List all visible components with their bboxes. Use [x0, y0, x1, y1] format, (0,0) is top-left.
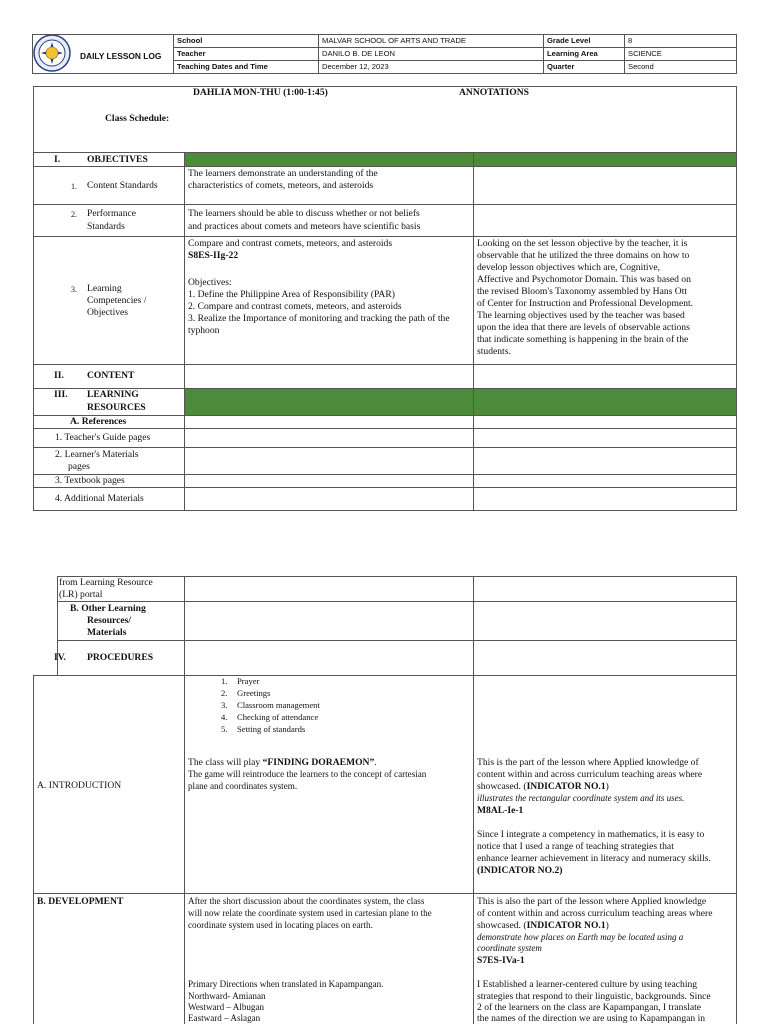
routine-num: 1.	[221, 676, 228, 686]
other-resources-label-1: B. Other Learning	[70, 603, 146, 614]
routine-num: 5.	[221, 724, 228, 734]
development-text-2: will now relate the coordinate system used in cartesian plane to the	[188, 908, 432, 918]
game-prefix: The class will play	[188, 757, 263, 768]
learners-materials-label-2: pages	[68, 461, 90, 472]
performance-standards-label-2: Standards	[87, 221, 125, 232]
game-suffix: .	[374, 757, 377, 768]
objective-item-3-cont: typhoon	[188, 325, 220, 336]
learning-area-value: SCIENCE	[628, 49, 662, 58]
performance-standards-label-1: Performance	[87, 208, 137, 219]
school-label: School	[177, 36, 203, 45]
performance-standards-num: 2.	[71, 210, 77, 219]
intro-label: A. INTRODUCTION	[37, 780, 122, 791]
intro-indicator-2	[477, 865, 562, 876]
dev-annotation-7: the names of the direction we are using to Kapampangan in	[477, 1013, 706, 1024]
annotation-line: upon the idea that there are levels of observable actions	[477, 322, 690, 333]
routine-num: 4.	[221, 712, 228, 722]
directions-title: Primary Directions when translated in Kapampangan.	[188, 979, 384, 989]
game-line	[188, 757, 377, 768]
annotation-line: students.	[477, 346, 511, 357]
learners-materials-label-1: 2. Learner's Materials	[55, 449, 139, 460]
dates-label: Teaching Dates and Time	[177, 62, 268, 71]
intro-annotation-2: content within and across curriculum teaching areas where	[477, 769, 703, 780]
intro-annotation-6: enhance learner achievement in literacy and numeracy skills.	[477, 853, 711, 864]
quarter-label: Quarter	[547, 62, 575, 71]
teacher-label: Teacher	[177, 49, 206, 58]
annotation-line: that indicate something is happening in the brain of the	[477, 334, 689, 345]
objectives-label: Objectives:	[188, 277, 232, 288]
text-run: )	[605, 781, 609, 792]
development-text-1: After the short discussion about the coordinates system, the class	[188, 896, 425, 906]
dev-annotation-6: 2 of the learners on the class are Kapampangan, I translate	[477, 1002, 702, 1013]
annotation-line: Affective and Psychomotor Domain. This was based on	[477, 274, 691, 285]
objective-item-2: 2. Compare and contrast comets, meteors, and asteroids	[188, 301, 402, 312]
section-schedule: DAHLIA MON-THU (1:00-1:45)	[193, 87, 328, 98]
direction-north: Northward- Amianan	[188, 991, 266, 1001]
class-schedule-label: Class Schedule:	[105, 113, 170, 124]
content-standards-num: 1.	[71, 182, 77, 191]
routine-item: Checking of attendance	[237, 712, 319, 722]
resources-heading-2: RESOURCES	[87, 402, 146, 413]
routine-item: Prayer	[237, 676, 260, 686]
dev-annotation-1: This is also the part of the lesson where Applied knowledge	[477, 896, 707, 907]
learning-area-label: Learning Area	[547, 49, 598, 58]
annotation-line: develop lesson objectives which are, Cognitive,	[477, 262, 661, 273]
competencies-label-1: Learning	[87, 283, 122, 294]
objective-item-1: 1. Define the Philippine Area of Responsibility (PAR)	[188, 289, 395, 300]
grade-level-label: Grade Level	[547, 36, 591, 45]
quarter-value: Second	[628, 62, 654, 71]
dev-annotation-5: strategies that respond to their linguistic, backgrounds. Since	[477, 991, 711, 1002]
objectives-heading: OBJECTIVES	[87, 154, 148, 165]
resources-numeral: III.	[54, 389, 68, 400]
indicator-1: INDICATOR NO.1	[526, 781, 606, 792]
competencies-num: 3.	[71, 285, 77, 294]
competencies-label-2: Competencies /	[87, 295, 147, 306]
text-run: )	[605, 920, 609, 931]
annotation-line: observable that he utilized the three domains on how to	[477, 250, 690, 261]
routine-item: Greetings	[237, 688, 271, 698]
other-resources-label-2: Resources/	[87, 615, 132, 626]
annotation-line: the revised Bloom's Taxonomy assembled by Hans Ott	[477, 286, 688, 297]
text-run: (	[477, 865, 481, 876]
teachers-guide-label: 1. Teacher's Guide pages	[55, 432, 151, 443]
annotation-line: of Center for Instruction and Professional Development.	[477, 298, 694, 309]
direction-west: Westward – Albugan	[188, 1002, 265, 1012]
textbook-label: 3. Textbook pages	[55, 475, 125, 486]
lr-portal-label-2: (LR) portal	[59, 589, 103, 600]
text-run: )	[559, 865, 563, 876]
procedures-numeral: IV.	[54, 652, 66, 663]
content-standards-label: Content Standards	[87, 180, 158, 191]
lr-portal-label-1: from Learning Resource	[59, 577, 153, 588]
routine-num: 2.	[221, 688, 228, 698]
routine-item: Setting of standards	[237, 724, 306, 734]
performance-standards-text-2: and practices about comets and meteors have scientific basis	[188, 221, 421, 232]
indicator-2: INDICATOR NO.2	[480, 865, 560, 876]
competency-code: S8ES-IIg-22	[188, 250, 239, 261]
additional-materials-label: 4. Additional Materials	[55, 493, 144, 504]
routine-num: 3.	[221, 700, 228, 710]
text-run: showcased. (	[477, 781, 527, 792]
development-text-3: coordinate system used in locating places on earth.	[188, 920, 373, 930]
intro-annotation-5: notice that I used a range of teaching strategies that	[477, 841, 674, 852]
procedures-heading: PROCEDURES	[87, 652, 154, 663]
dev-competency-1: demonstrate how places on Earth may be located using a	[477, 932, 684, 942]
intro-annotation-1: This is the part of the lesson where Applied knowledge of	[477, 757, 699, 768]
routine-item: Classroom management	[237, 700, 320, 710]
intro-annotation-3	[477, 781, 609, 792]
text-run: showcased. (	[477, 920, 527, 931]
content-numeral: II.	[54, 370, 64, 381]
performance-standards-text-1: The learners should be able to discuss whether or not beliefs	[188, 208, 420, 219]
dev-annotation-4: I Established a learner-centered culture by using teaching	[477, 979, 698, 990]
indicator-1: INDICATOR NO.1	[526, 920, 606, 931]
school-value: MALVAR SCHOOL OF ARTS AND TRADE	[322, 36, 466, 45]
intro-annotation-4: Since I integrate a competency in mathematics, it is easy to	[477, 829, 705, 840]
other-resources-label-3: Materials	[87, 627, 127, 638]
competency-text: Compare and contrast comets, meteors, and asteroids	[188, 238, 393, 249]
direction-east: Eastward – Aslagan	[188, 1013, 261, 1023]
development-label: B. DEVELOPMENT	[37, 896, 124, 907]
dev-annotation-3	[477, 920, 609, 931]
intro-code: M8AL-Ie-1	[477, 805, 524, 816]
references-label: A. References	[70, 416, 127, 427]
teacher-value: DANILO B. DE LEON	[322, 49, 396, 58]
content-standards-text-1: The learners demonstrate an understanding of the	[188, 168, 378, 179]
annotation-line: Looking on the set lesson objective by the teacher, it is	[477, 238, 688, 249]
game-desc-1: The game will reintroduce the learners to the concept of cartesian	[188, 769, 427, 779]
log-title: DAILY LESSON LOG	[80, 51, 162, 61]
intro-competency: illustrates the rectangular coordinate system and its uses.	[477, 793, 685, 803]
game-name: “FINDING DORAEMON”	[262, 757, 375, 768]
competencies-label-3: Objectives	[87, 307, 129, 318]
content-heading: CONTENT	[87, 370, 135, 381]
grade-level-value: 8	[628, 36, 633, 45]
dates-value: December 12, 2023	[322, 62, 389, 71]
dev-competency-2: coordinate system	[477, 943, 542, 953]
annotations-heading: ANNOTATIONS	[459, 87, 530, 98]
annotation-line: The learning objectives used by the teacher was based	[477, 310, 685, 321]
game-desc-2: plane and coordinates system.	[188, 781, 298, 791]
dev-annotation-2: of content within and across curriculum teaching areas where	[477, 908, 713, 919]
deped-seal-icon	[33, 34, 71, 72]
objective-item-3: 3. Realize the Importance of monitoring and tracking the path of the	[188, 313, 450, 324]
dev-code: S7ES-IVa-1	[477, 955, 525, 966]
content-standards-text-2: characteristics of comets, meteors, and asteroids	[188, 180, 374, 191]
objectives-numeral: I.	[54, 154, 61, 165]
resources-heading-1: LEARNING	[87, 389, 139, 400]
